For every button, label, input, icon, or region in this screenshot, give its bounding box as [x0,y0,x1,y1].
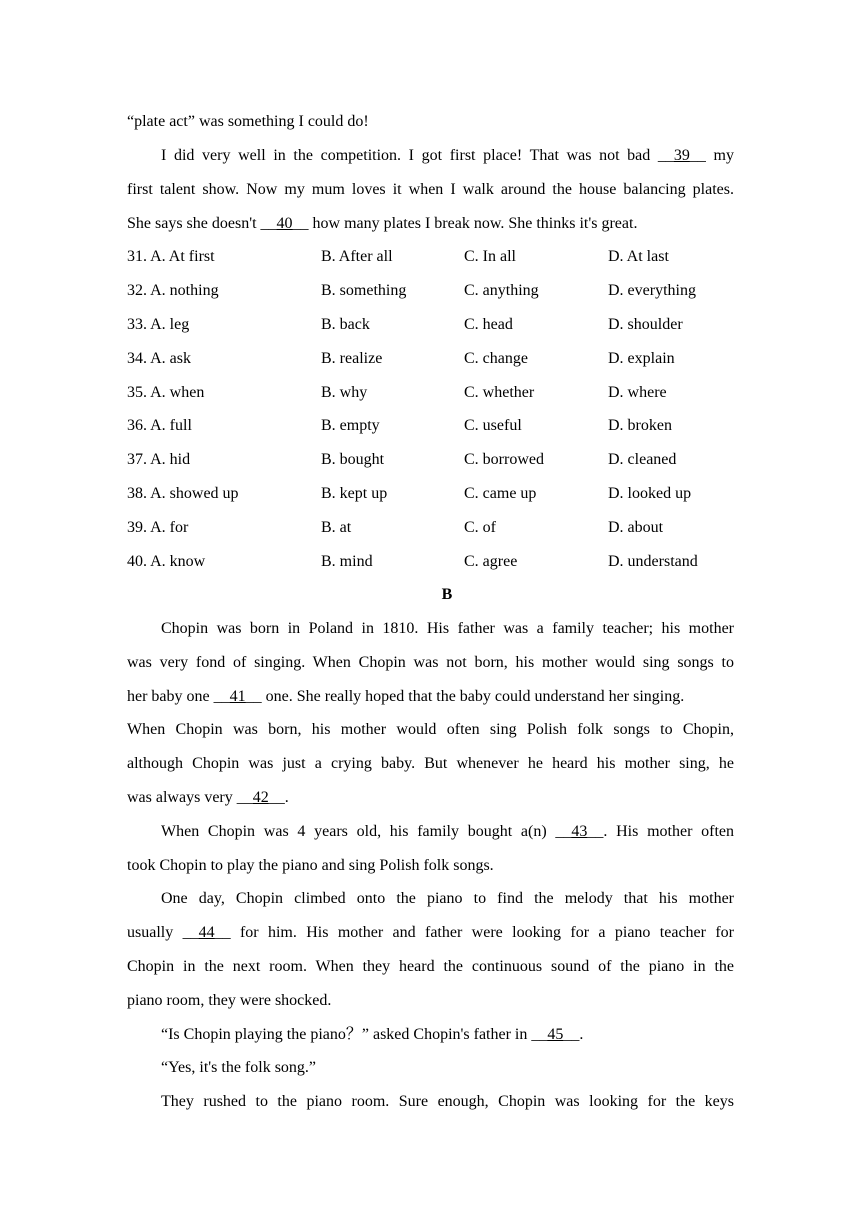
option-row-35 [127,383,747,403]
blank-41: 41 [229,688,246,705]
passage-text: When Chopin was 4 years old, his family bought a(n) __ [161,823,572,840]
passage-text: __. His mother often [587,823,735,840]
passage-a-line-2 [161,146,734,166]
passage-text: When Chopin was born, his mother would often sing Polish folk songs to Chopin, [127,721,734,738]
passage-b-line-1 [161,619,734,639]
option-d: D. where [608,384,667,401]
option-a: 34. A. ask [127,350,191,367]
option-d: D. explain [608,350,675,367]
option-row-33 [127,315,747,335]
passage-b-line-6 [127,788,734,808]
passage-text: usually __ [127,924,199,941]
passage-text: One day, Chopin climbed onto the piano to find the melody that his mother [161,890,734,907]
option-row-40 [127,552,747,572]
option-row-31 [127,247,747,267]
option-b: B. at [321,519,352,536]
passage-text: “Is Chopin playing the piano？” asked Chopin's father in __ [161,1026,548,1043]
passage-b-line-12 [127,991,734,1011]
passage-b-line-7 [161,822,734,842]
passage-b-line-10 [127,923,734,943]
passage-text: __ for him. His mother and father were looking for a piano teacher for [214,924,734,941]
passage-text: was very fond of singing. When Chopin was not born, his mother would sing songs to [127,654,734,671]
passage-text: “plate act” was something I could do! [127,113,369,130]
passage-b-line-8 [127,856,734,876]
option-b: B. kept up [321,485,388,502]
blank-45: 45 [547,1026,564,1043]
passage-b-line-9 [161,889,734,909]
passage-text: piano room, they were shocked. [127,992,332,1009]
passage-b-line-14 [161,1058,734,1078]
option-row-36 [127,416,747,436]
passage-text: took Chopin to play the piano and sing Polish folk songs. [127,857,494,874]
option-b: B. mind [321,553,373,570]
option-c: C. In all [464,248,516,265]
option-d: D. shoulder [608,316,683,333]
option-c: C. change [464,350,528,367]
option-c: C. useful [464,417,522,434]
passage-b-line-13 [161,1025,734,1045]
passage-b-line-11 [127,957,734,977]
option-row-34 [127,349,747,369]
option-a: 32. A. nothing [127,282,219,299]
option-c: C. anything [464,282,539,299]
option-a: 38. A. showed up [127,485,239,502]
option-c: C. came up [464,485,537,502]
option-c: C. head [464,316,513,333]
passage-b-line-5 [127,754,734,774]
section-heading: B [441,586,453,603]
passage-text: her baby one __ [127,688,230,705]
option-d: D. understand [608,553,698,570]
passage-a-line-4 [127,214,734,234]
option-d: D. broken [608,417,672,434]
passage-a-line-1 [127,112,734,132]
passage-text: __ my [689,147,734,164]
option-d: D. about [608,519,664,536]
option-a: 35. A. when [127,384,205,401]
passage-text: She says she doesn't __ [127,215,277,232]
option-c: C. borrowed [464,451,544,468]
passage-text: first talent show. Now my mum loves it when I walk around the house balancing plates. [127,181,734,198]
option-c: C. whether [464,384,535,401]
blank-40: 40 [276,215,293,232]
option-d: D. everything [608,282,696,299]
option-b: B. bought [321,451,385,468]
option-c: C. agree [464,553,518,570]
blank-42: 42 [252,789,269,806]
passage-text: They rushed to the piano room. Sure enough, Chopin was looking for the keys [161,1093,734,1110]
option-d: D. At last [608,248,669,265]
passage-text: I did very well in the competition. I got first place! That was not bad __ [161,147,674,164]
passage-text: “Yes, it's the folk song.” [161,1059,317,1076]
option-b: B. After all [321,248,393,265]
passage-text: __. [268,789,289,806]
blank-43: 43 [571,823,588,840]
blank-44: 44 [198,924,215,941]
passage-b-line-15 [161,1092,734,1112]
option-d: D. looked up [608,485,692,502]
option-row-37 [127,450,747,470]
passage-a-line-3 [127,180,734,200]
option-b: B. something [321,282,407,299]
passage-b-line-4 [127,720,734,740]
option-a: 37. A. hid [127,451,191,468]
option-b: B. back [321,316,370,333]
passage-text: Chopin was born in Poland in 1810. His father was a family teacher; his mother [161,620,734,637]
option-a: 36. A. full [127,417,192,434]
option-c: C. of [464,519,496,536]
option-b: B. realize [321,350,383,367]
passage-text: Chopin in the next room. When they heard the continuous sound of the piano in the [127,958,734,975]
option-a: 40. A. know [127,553,206,570]
option-row-38 [127,484,747,504]
passage-text: although Chopin was just a crying baby. But whenever he heard his mother sing, he [127,755,734,772]
option-row-32 [127,281,747,301]
option-b: B. empty [321,417,380,434]
option-a: 39. A. for [127,519,189,536]
blank-39: 39 [673,147,690,164]
option-a: 31. A. At first [127,248,215,265]
passage-b-line-2 [127,653,734,673]
passage-text: __ one. She really hoped that the baby could understand her singing. [245,688,685,705]
option-a: 33. A. leg [127,316,190,333]
passage-text: __ how many plates I break now. She thinks it's great. [292,215,638,232]
passage-text: __. [563,1026,584,1043]
option-d: D. cleaned [608,451,677,468]
passage-text: was always very __ [127,789,253,806]
option-b: B. why [321,384,368,401]
passage-b-line-3 [127,687,734,707]
option-row-39 [127,518,747,538]
